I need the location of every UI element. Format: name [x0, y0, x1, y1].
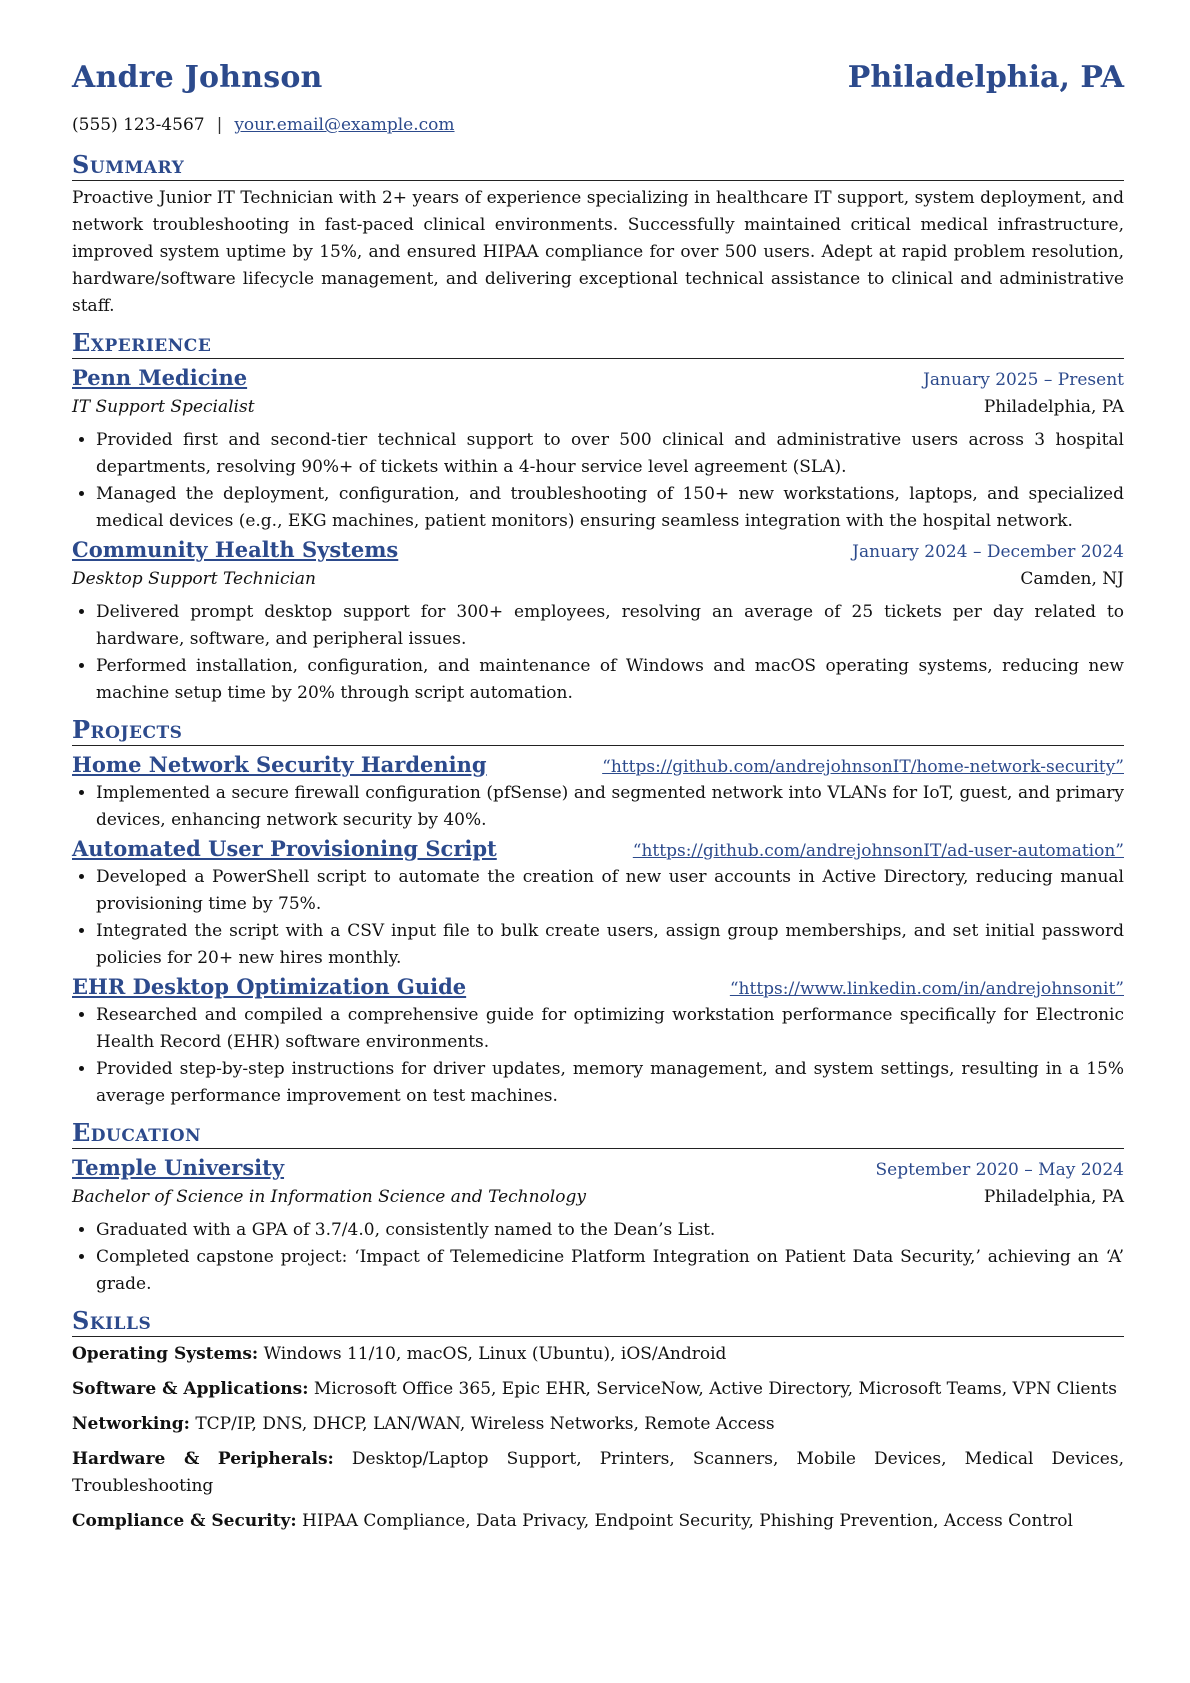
section-title-education: Education	[72, 1118, 1124, 1149]
section-title-summary: Summary	[72, 150, 1124, 181]
project-link[interactable]: “https://github.com/andrejohnsonIT/home-network-security”	[602, 757, 1124, 777]
list-item: • Completed capstone project: ‘Impact of Telemedicine Platform Integration on Patient Data Security,’ achieving an ‘A’ grade.	[96, 1244, 1124, 1298]
skills-list	[72, 1341, 1124, 1535]
list-item: • Provided step-by-step instructions for driver updates, memory management, and system settings, resulting in a 15% average performance improvement on test machines.	[96, 1056, 1124, 1110]
header-location: Philadelphia, PA	[847, 60, 1124, 95]
project-title[interactable]: Automated User Provisioning Script	[72, 836, 497, 861]
skill-value: Windows 11/10, macOS, Linux (Ubuntu), iOS/Android	[263, 1344, 727, 1364]
list-item: • Developed a PowerShell script to automate the creation of new user accounts in Active Directory, reducing manual provisioning time by 75%.	[96, 864, 1124, 918]
project-entry	[72, 972, 1124, 1110]
project-bullets	[72, 864, 1124, 972]
experience-bullets	[72, 599, 1124, 707]
skill-value: Microsoft Office 365, Epic EHR, ServiceNow, Active Directory, Microsoft Teams, VPN Clients	[313, 1379, 1117, 1399]
degree: Bachelor of Science in Information Science and Technology	[72, 1187, 586, 1207]
experience-bullets	[72, 427, 1124, 535]
summary-text: Proactive Junior IT Technician with 2+ years of experience specializing in healthcare IT support, system deployment, and network troubleshooting in fast-paced clinical environments. Successfully maintained critical medical infrastructure, improved system uptime by 15%, and ensured HIPAA compliance for over 500 users. Adept at rapid problem resolution, hardware/software lifecycle management, and delivering exceptional technical assistance to clinical and administrative staff.	[72, 188, 1124, 316]
project-title[interactable]: EHR Desktop Optimization Guide	[72, 974, 467, 999]
project-bullets	[72, 780, 1124, 834]
skill-label: Software & Applications:	[72, 1379, 309, 1399]
school-name[interactable]: Temple University	[72, 1155, 285, 1180]
list-item: • Provided first and second-tier technical support to over 500 clinical and administrative users across 3 hospital departments, resolving 90%+ of tickets within a 4-hour service level agreement (SLA).	[96, 427, 1124, 481]
list-item: • Performed installation, configuration, and maintenance of Windows and macOS operating systems, reducing new machine setup time by 20% through script automation.	[96, 653, 1124, 707]
list-item: • Implemented a secure firewall configuration (pfSense) and segmented network into VLANs for IoT, guest, and primary devices, enhancing network security by 40%.	[96, 780, 1124, 834]
candidate-name: Andre Johnson	[72, 60, 323, 95]
job-location: Camden, NJ	[1020, 569, 1124, 589]
skill-row	[72, 1508, 1124, 1535]
phone-number: (555) 123-4567	[72, 115, 205, 135]
skill-value: HIPAA Compliance, Data Privacy, Endpoint Security, Phishing Prevention, Access Control	[302, 1511, 1073, 1531]
section-title-experience: Experience	[72, 328, 1124, 359]
experience-entry	[72, 535, 1124, 707]
skill-label: Networking:	[72, 1414, 190, 1434]
list-item: • Managed the deployment, configuration, and troubleshooting of 150+ new workstations, laptops, and specialized medical devices (e.g., EKG machines, patient monitors) ensuring seamless integration with the hospital network.	[96, 481, 1124, 535]
email-link[interactable]: your.email@example.com	[234, 115, 455, 135]
skill-label: Hardware & Peripherals:	[72, 1449, 334, 1469]
skill-row	[72, 1376, 1124, 1403]
job-location: Philadelphia, PA	[983, 397, 1124, 417]
education-dates: September 2020 – May 2024	[875, 1160, 1124, 1180]
project-entry	[72, 750, 1124, 834]
list-item: • Researched and compiled a comprehensive guide for optimizing workstation performance specifically for Electronic Health Record (EHR) software environments.	[96, 1002, 1124, 1056]
skill-label: Compliance & Security:	[72, 1511, 297, 1531]
section-title-projects: Projects	[72, 715, 1124, 746]
contact-line	[72, 108, 1124, 142]
education-entry	[72, 1153, 1124, 1298]
project-link[interactable]: “https://github.com/andrejohnsonIT/ad-user-automation”	[632, 841, 1124, 861]
company-name[interactable]: Community Health Systems	[72, 537, 399, 562]
list-item: • Delivered prompt desktop support for 300+ employees, resolving an average of 25 tickets per day related to hardware, software, and peripheral issues.	[96, 599, 1124, 653]
project-bullets	[72, 1002, 1124, 1110]
section-title-skills: Skills	[72, 1306, 1124, 1337]
project-title[interactable]: Home Network Security Hardening	[72, 752, 487, 777]
employment-dates: January 2025 – Present	[923, 370, 1124, 390]
skill-value: Desktop/Laptop Support, Printers, Scanners, Mobile Devices, Medical Devices, Troubleshooting	[72, 1449, 1124, 1496]
experience-entry	[72, 363, 1124, 535]
contact-separator: |	[216, 115, 223, 135]
skill-row	[72, 1411, 1124, 1438]
skill-row	[72, 1446, 1124, 1500]
education-bullets	[72, 1217, 1124, 1298]
project-entry	[72, 834, 1124, 972]
list-item: • Integrated the script with a CSV input file to bulk create users, assign group memberships, and set initial password policies for 20+ new hires monthly.	[96, 918, 1124, 972]
school-location: Philadelphia, PA	[983, 1187, 1124, 1207]
skill-value: TCP/IP, DNS, DHCP, LAN/WAN, Wireless Networks, Remote Access	[195, 1414, 775, 1434]
skill-row	[72, 1341, 1124, 1368]
employment-dates: January 2024 – December 2024	[852, 542, 1124, 562]
list-item: • Graduated with a GPA of 3.7/4.0, consistently named to the Dean’s List.	[96, 1217, 1124, 1244]
skill-label: Operating Systems:	[72, 1344, 259, 1364]
job-title: Desktop Support Technician	[72, 569, 317, 589]
project-link[interactable]: “https://www.linkedin.com/in/andrejohnsonit”	[729, 979, 1124, 999]
job-title: IT Support Specialist	[72, 397, 255, 417]
header	[72, 60, 1124, 108]
company-name[interactable]: Penn Medicine	[72, 365, 248, 390]
resume-content	[72, 60, 1124, 1535]
